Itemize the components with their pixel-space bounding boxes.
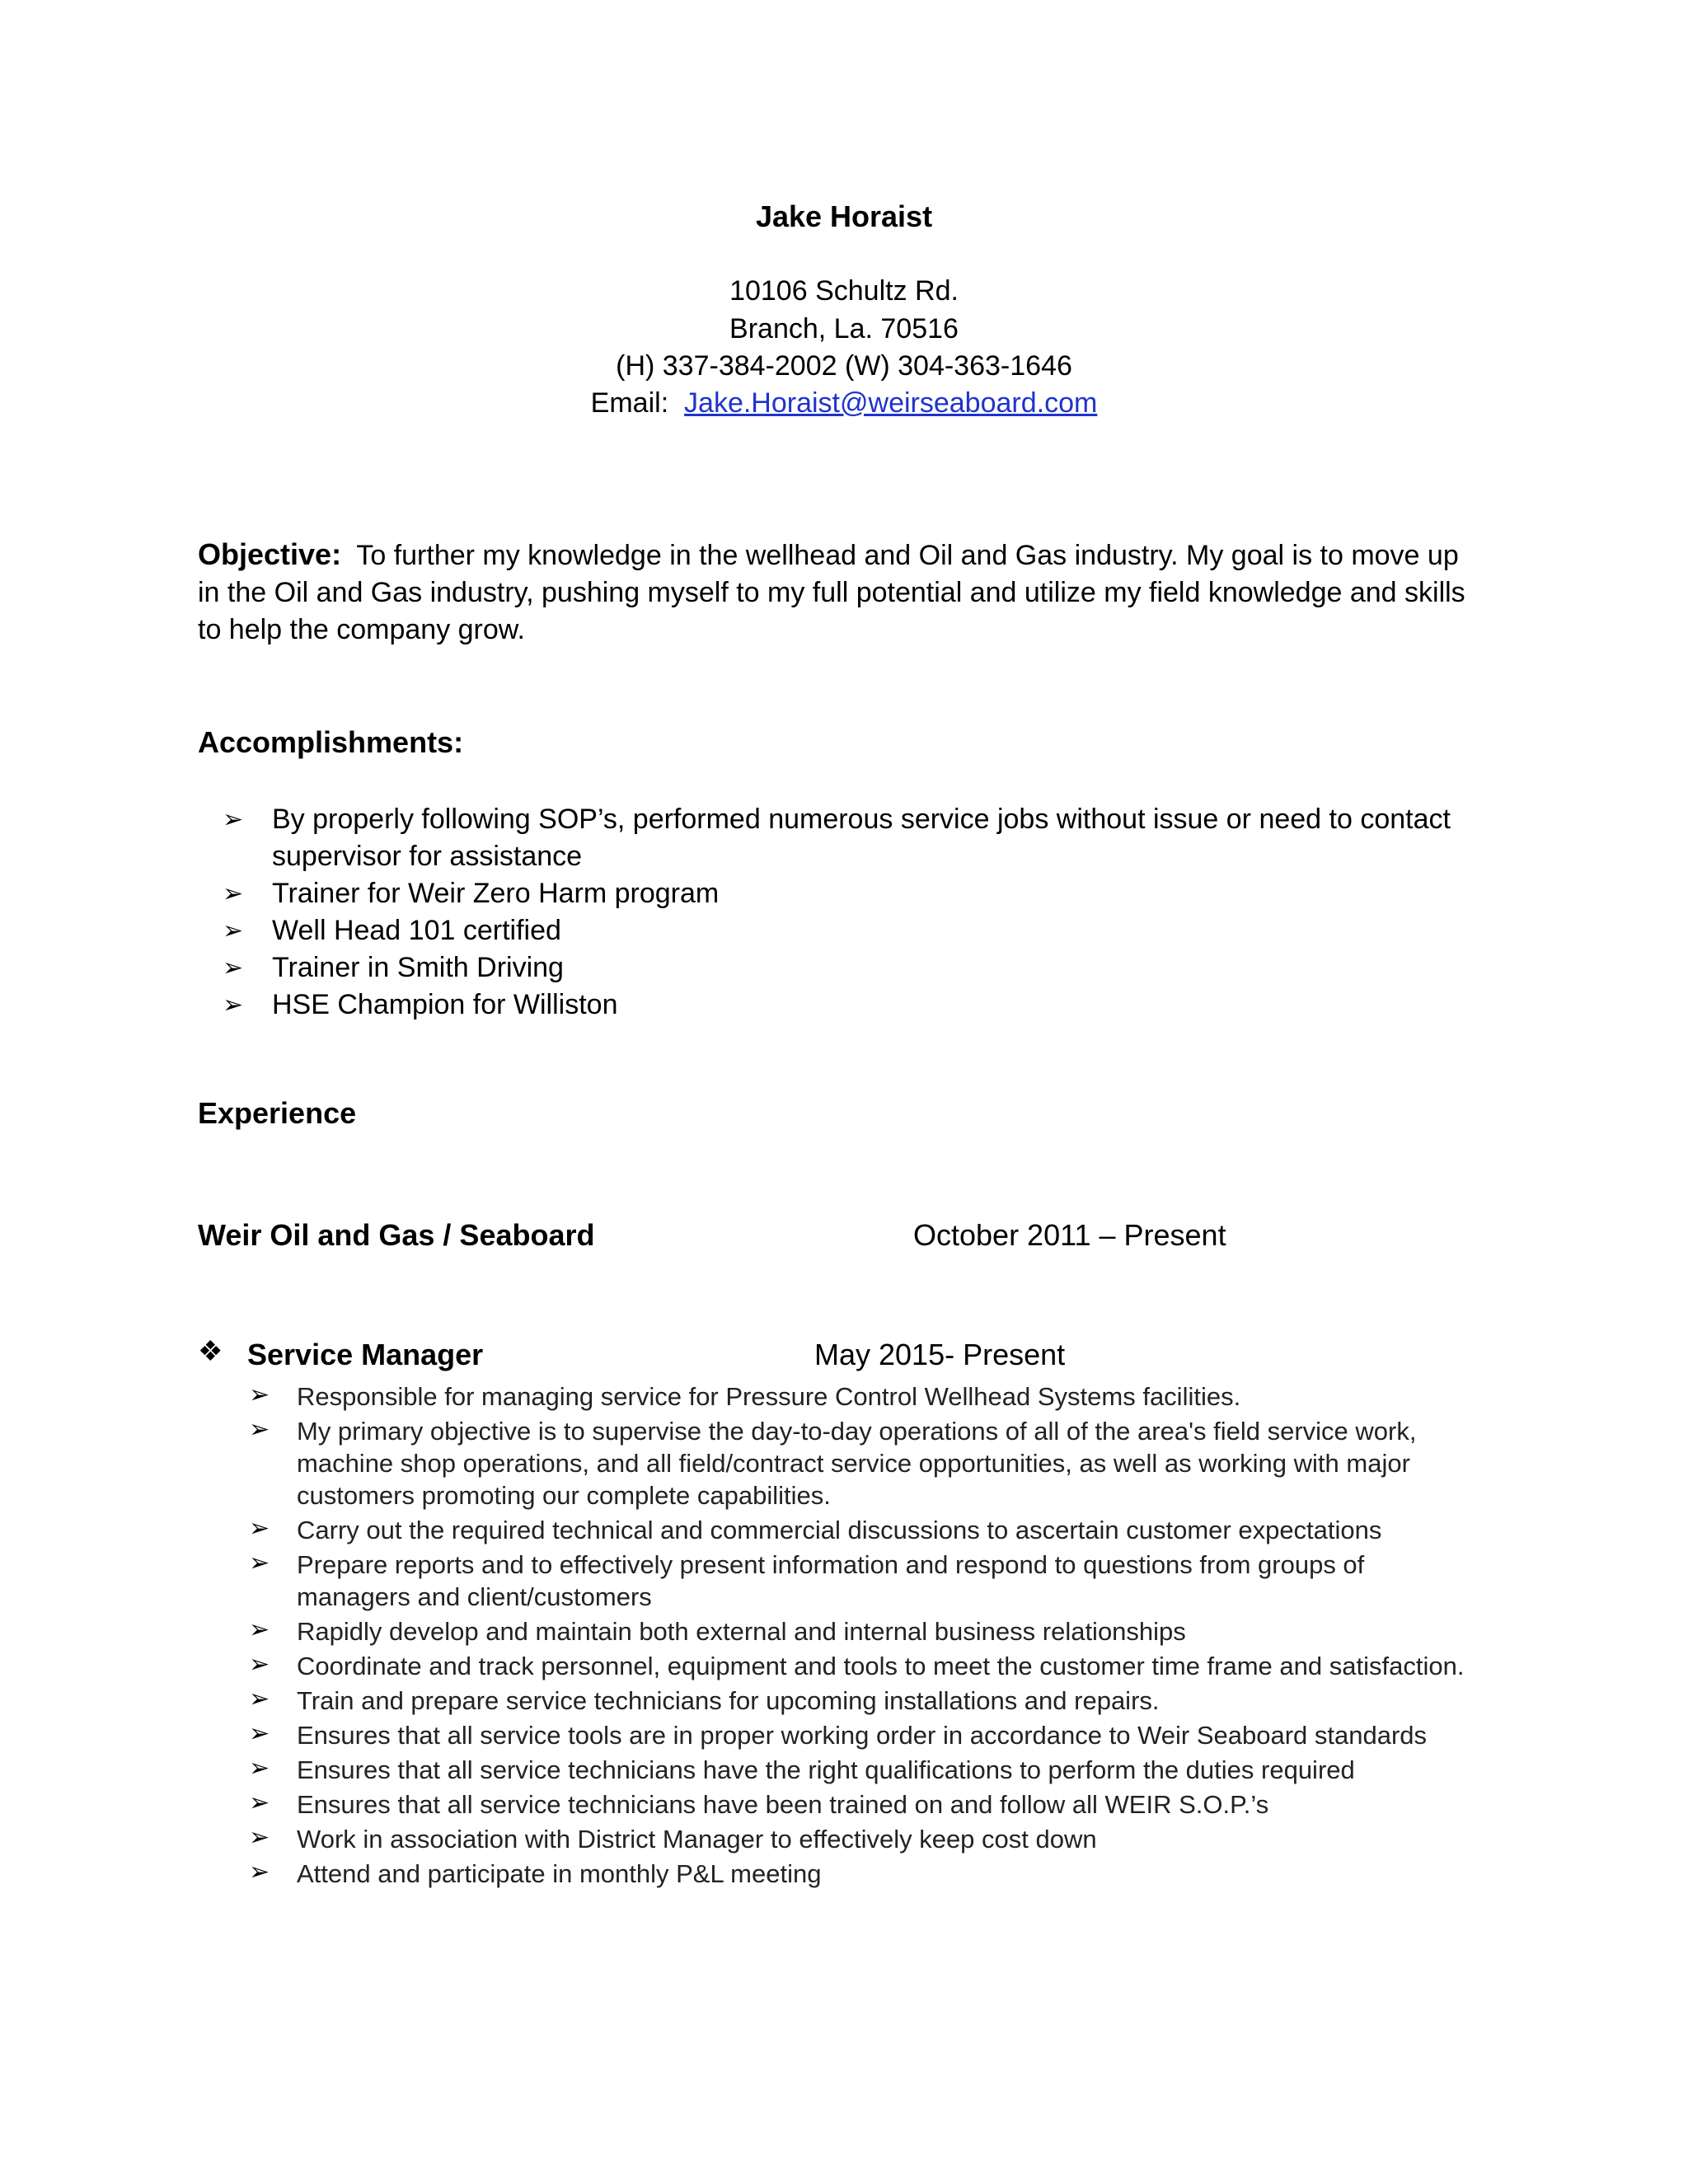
list-item-text: Carry out the required technical and commercial discussions to ascertain customer expectations [297, 1516, 1382, 1544]
arrow-bullet-icon: ➢ [249, 1651, 270, 1678]
list-item [223, 801, 1467, 875]
list-item [249, 1549, 1467, 1613]
list-item-text: HSE Champion for Williston [272, 989, 618, 1020]
list-item-text: Responsible for managing service for Pressure Control Wellhead Systems facilities. [297, 1382, 1241, 1411]
list-item-text: Attend and participate in monthly P&L meeting [297, 1859, 822, 1888]
list-item-text: Coordinate and track personnel, equipment and tools to meet the customer time frame and satisfaction. [297, 1652, 1465, 1680]
list-item [249, 1514, 1467, 1546]
objective-label: Objective: [198, 537, 342, 571]
list-item [249, 1823, 1467, 1855]
arrow-bullet-icon: ➢ [249, 1416, 270, 1443]
arrow-bullet-icon: ➢ [249, 1755, 270, 1782]
list-item-text: Trainer in Smith Driving [272, 952, 564, 983]
email-link[interactable]: Jake.Horaist@weirseaboard.com [684, 387, 1098, 419]
list-item-text: Trainer for Weir Zero Harm program [272, 878, 720, 909]
objective-section [198, 536, 1484, 649]
list-item-text: Ensures that all service tools are in proper working order in accordance to Weir Seaboard standards [297, 1721, 1428, 1750]
list-item [249, 1754, 1467, 1786]
list-item-text: Well Head 101 certified [272, 915, 561, 946]
phone-line: (H) 337-384-2002 (W) 304-363-1646 [616, 350, 1072, 382]
list-item [249, 1788, 1467, 1821]
company-dates: October 2011 – Present [913, 1218, 1226, 1252]
arrow-bullet-icon: ➢ [249, 1515, 270, 1542]
list-item [249, 1858, 1467, 1890]
list-item [249, 1615, 1467, 1647]
arrow-bullet-icon: ➢ [223, 917, 244, 944]
list-item [249, 1650, 1467, 1682]
candidate-name: Jake Horaist [755, 199, 933, 233]
list-item [223, 949, 1467, 987]
list-item-text: Rapidly develop and maintain both external and internal business relationships [297, 1617, 1186, 1646]
address-line-2: Branch, La. 70516 [729, 313, 959, 344]
list-item [223, 875, 1467, 912]
arrow-bullet-icon: ➢ [249, 1381, 270, 1408]
arrow-bullet-icon: ➢ [249, 1549, 270, 1577]
arrow-bullet-icon: ➢ [223, 954, 244, 982]
arrow-bullet-icon: ➢ [249, 1789, 270, 1816]
list-item-text: My primary objective is to supervise the day-to-day operations of all of the area's field service work, machine shop operations, and all field/contract service opportunities, as well as working with major customers promoting our complete capabilities. [297, 1417, 1417, 1510]
arrow-bullet-icon: ➢ [223, 991, 244, 1019]
arrow-bullet-icon: ➢ [249, 1685, 270, 1713]
list-item [249, 1415, 1467, 1511]
list-item [223, 912, 1467, 949]
list-item-text: Prepare reports and to effectively present information and respond to questions from groups of managers and client/customers [297, 1550, 1365, 1611]
objective-text: To further my knowledge in the wellhead and Oil and Gas industry. My goal is to move up in the Oil and Gas industry, pushing myself to my full potential and utilize my field knowledge and skills to help the company grow. [198, 540, 1465, 645]
list-item [223, 987, 1467, 1024]
list-item-text: Train and prepare service technicians for upcoming installations and repairs. [297, 1686, 1160, 1715]
accomplishments-list [223, 801, 1467, 1024]
list-item [249, 1685, 1467, 1717]
email-line [0, 387, 1688, 419]
list-item-text: Ensures that all service technicians have been trained on and follow all WEIR S.O.P.’s [297, 1790, 1269, 1819]
arrow-bullet-icon: ➢ [249, 1858, 270, 1886]
list-item-text: Work in association with District Manager to effectively keep cost down [297, 1825, 1097, 1854]
arrow-bullet-icon: ➢ [249, 1824, 270, 1851]
arrow-bullet-icon: ➢ [249, 1720, 270, 1747]
email-label: Email: [590, 387, 669, 419]
arrow-bullet-icon: ➢ [223, 880, 244, 907]
duties-list [249, 1380, 1467, 1892]
role-dates: May 2015- Present [814, 1338, 1066, 1371]
arrow-bullet-icon: ➢ [249, 1616, 270, 1643]
list-item [249, 1380, 1467, 1413]
list-item [249, 1719, 1467, 1751]
list-item-text: Ensures that all service technicians have the right qualifications to perform the duties required [297, 1755, 1355, 1784]
list-item-text: By properly following SOP’s, performed numerous service jobs without issue or need to contact supervisor for assistance [272, 804, 1451, 872]
diamond-bullet-icon: ❖ [198, 1336, 223, 1367]
company-name: Weir Oil and Gas / Seaboard [198, 1218, 595, 1252]
arrow-bullet-icon: ➢ [223, 806, 244, 833]
accomplishments-heading: Accomplishments: [198, 725, 464, 759]
address-line-1: 10106 Schultz Rd. [729, 275, 959, 307]
role-title: Service Manager [247, 1338, 484, 1371]
experience-heading: Experience [198, 1096, 357, 1130]
